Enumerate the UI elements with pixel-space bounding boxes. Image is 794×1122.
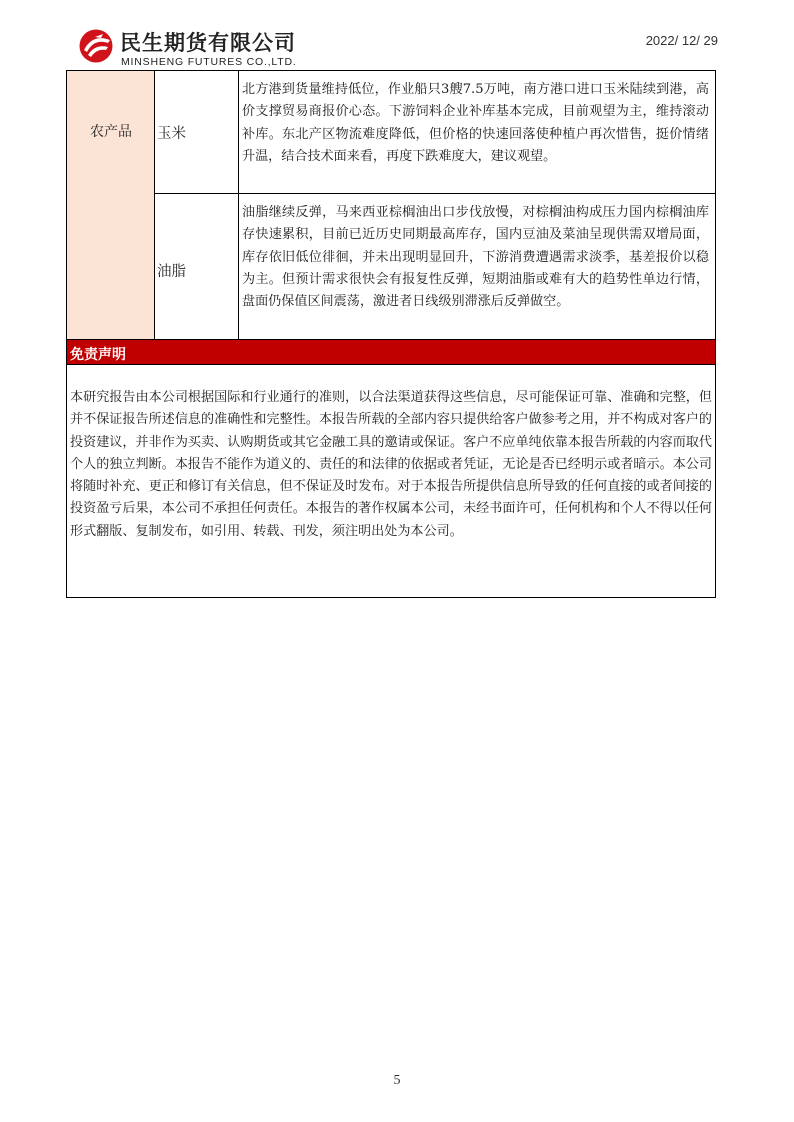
company-name-en: MINSHENG FUTURES CO.,LTD. [121, 56, 297, 68]
commodity-analysis-cell [239, 194, 716, 339]
company-name-cn: 民生期货有限公司 [120, 31, 296, 55]
commodity-analysis-cell [239, 71, 716, 193]
commodity-name: 玉米 [157, 126, 186, 142]
category-cell [67, 71, 155, 339]
commodity-name-cell [155, 194, 239, 339]
commodity-name: 油脂 [157, 264, 186, 280]
page-header [0, 0, 794, 72]
commodity-table [66, 70, 716, 598]
page-number: 5 [393, 1073, 401, 1088]
company-logo-icon [78, 28, 114, 64]
disclaimer-title: 免责声明 [70, 347, 126, 363]
report-date: 2022/ 12/ 29 [645, 33, 718, 48]
commodity-analysis-text: 北方港到货量维持低位，作业船只3艘7.5万吨，南方港口进口玉米陆续到港，高价支撑贸易商报价心态。下游饲料企业补库基本完成，目前观望为主，维持滚动补库。东北产区物流难度降低，但价格的快速回落使种植户再次惜售，挺价情绪升温，结合技术面来看，再度下跌难度大，建议观望。 [242, 82, 709, 164]
table-row-corn [155, 71, 716, 194]
table-row-oil [155, 194, 716, 339]
disclaimer-body: 本研究报告由本公司根据国际和行业通行的准则，以合法渠道获得这些信息，尽可能保证可靠、准确和完整，但并不保证报告所述信息的准确性和完整性。本报告所载的全部内容只提供给客户做参考之用，并不构成对客户的投资建议，并非作为买卖、认购期货或其它金融工具的邀请或保证。客户不应单纯依靠本报告所载的内容而取代个人的独立判断。本报告不能作为道义的、责任的和法律的依据或者凭证，无论是否已经明示或者暗示。本公司将随时补充、更正和修订有关信息，但不保证及时发布。对于本报告所提供信息所导致的任何直接的或者间接的投资盈亏后果，本公司不承担任何责任。本报告的著作权属本公司，未经书面许可，任何机构和个人不得以任何形式翻版、复制发布，如引用、转载、刊发，须注明出处为本公司。 [70, 390, 712, 539]
commodity-name-cell [155, 71, 239, 193]
disclaimer-header [67, 339, 715, 365]
commodity-analysis-text: 油脂继续反弹，马来西亚棕榈油出口步伐放慢，对棕榈油构成压力国内棕榈油库存快速累积，目前已近历史同期最高库存，国内豆油及菜油呈现供需双增局面，库存依旧低位徘徊，并未出现明显回升，下游消费遭遇需求淡季，基差报价以稳为主。但预计需求很快会有报复性反弹，短期油脂或难有大的趋势性单边行情，盘面仍保值区间震荡，激进者日线级别滞涨后反弹做空。 [242, 205, 709, 310]
category-label: 农产品 [90, 124, 132, 140]
